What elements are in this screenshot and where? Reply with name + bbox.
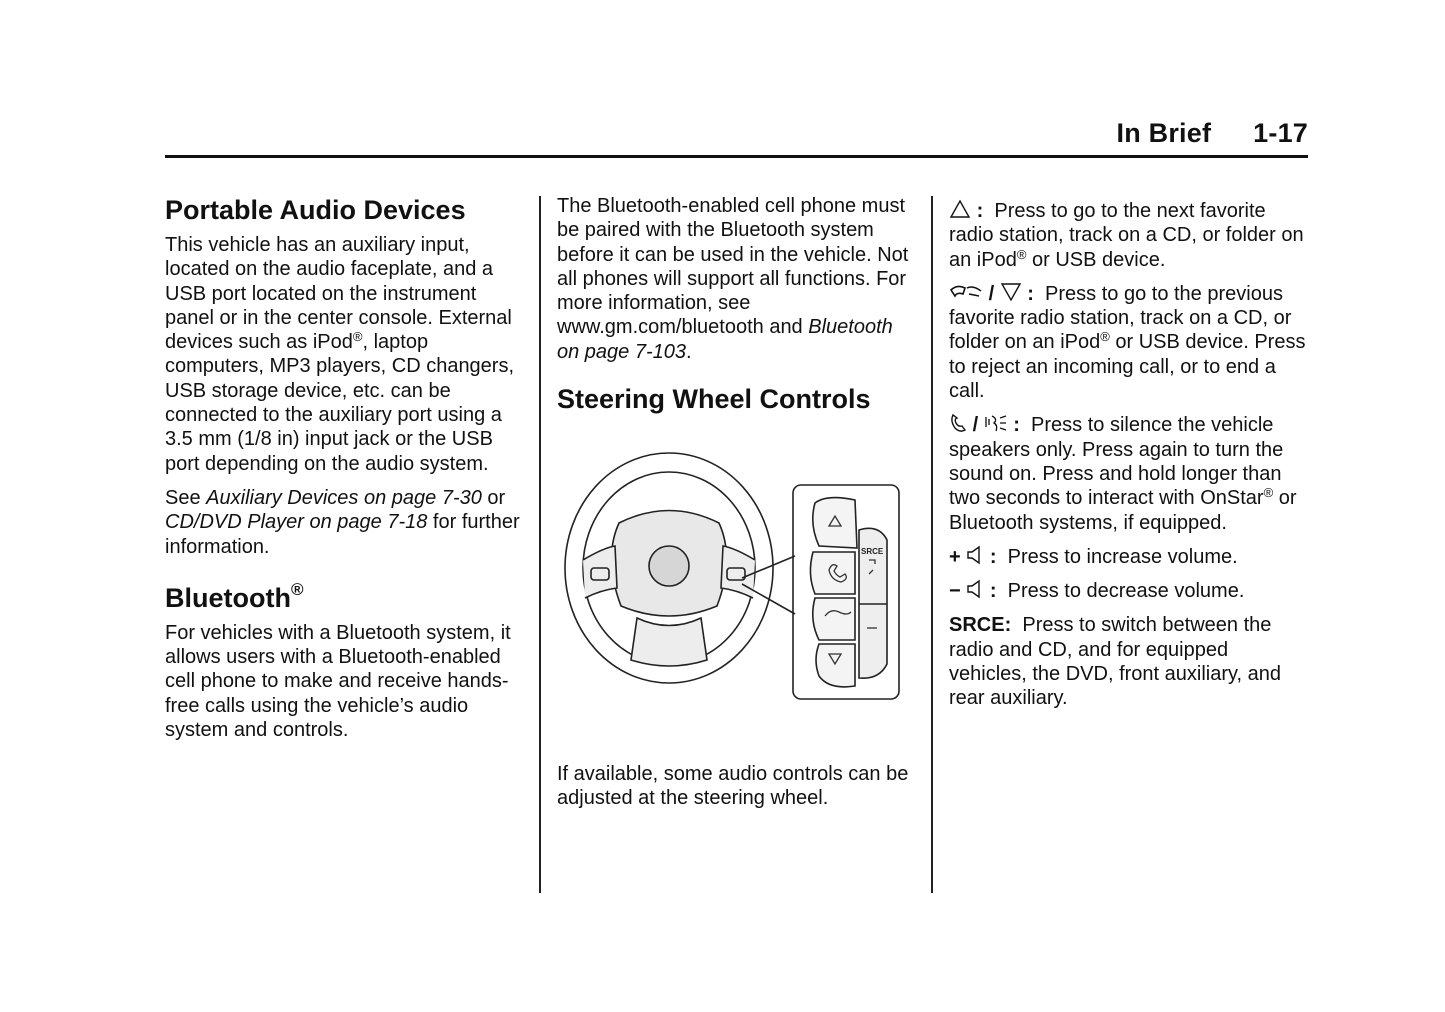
phone-mute-button-outline [810, 552, 855, 594]
end-call-icon [949, 282, 983, 302]
column-divider-1 [539, 196, 541, 893]
volume-down-item: − : Press to decrease volume. [949, 580, 1245, 603]
see-also-paragraph: See Auxiliary Devices on page 7-30 or CD/DVD Player on page 7-18 for further information. [165, 486, 520, 558]
page-header [908, 118, 1308, 149]
plus-sign: + [949, 545, 961, 568]
column-1 [165, 193, 530, 752]
voice-command-icon [984, 413, 1008, 433]
speaker-icon [966, 579, 984, 599]
next-favorite-item: : Press to go to the next favorite radio station, track on a CD, or folder on an iPod® or USB device. [949, 200, 1304, 271]
srce-item: SRCE: Press to switch between the radio and CD, and for equipped vehicles, the DVD, front auxiliary, and rear auxiliary. [949, 614, 1282, 710]
registered-mark: ® [1016, 246, 1027, 262]
srce-button-label: SRCE [861, 547, 884, 557]
steering-wheel-illustration [557, 428, 909, 728]
minus-sign: − [949, 580, 961, 603]
steering-wheel-heading: Steering Wheel Controls [557, 384, 871, 415]
wheel-center-emblem [649, 546, 689, 586]
portable-audio-heading: Portable Audio Devices [165, 195, 466, 225]
page-number: 1-17 [1253, 118, 1308, 148]
prev-button-outline [816, 644, 855, 687]
registered-mark: ® [290, 579, 304, 599]
left-spoke [583, 546, 617, 598]
header-rule [165, 155, 1308, 158]
triangle-up-icon [949, 199, 971, 219]
mute-item: / : Press to silence the vehicle speakers only. Press again to turn the sound on. Press and hold longer than two seconds to interact with OnStar® or Bluetooth systems, if equipped. [949, 414, 1297, 534]
section-title: In Brief [1116, 118, 1212, 148]
steering-caption: If available, some audio controls can be adjusted at the steering wheel. [557, 763, 909, 810]
triangle-down-icon [1000, 282, 1022, 302]
lower-spoke [631, 618, 707, 666]
column-3 [949, 199, 1311, 721]
registered-mark: ® [352, 329, 363, 345]
phone-icon [949, 413, 967, 433]
right-spoke [721, 546, 755, 598]
pairing-paragraph: The Bluetooth-enabled cell phone must be paired with the Bluetooth system before it can be used in the vehicle. Not all phones will support all functions. For more information, see www.gm.com/bluetooth and Bluetooth on page 7-103. [557, 195, 909, 363]
srce-label: SRCE: [949, 614, 1012, 637]
next-button-outline [813, 498, 857, 548]
registered-mark: ® [1263, 485, 1274, 501]
bluetooth-heading: Bluetooth® [165, 579, 304, 613]
portable-audio-paragraph: This vehicle has an auxiliary input, located on the audio faceplate, and a USB port located on the instrument panel or in the center console. External devices such as iPod®, laptop computers, MP3 players, CD changers, USB storage device, etc. can be connected to the auxiliary port using a 3.5 mm (1/8 in) input jack or the USB port depending on the audio system. [165, 234, 515, 475]
previous-favorite-item: / : Press to go to the previous favorite radio station, track on a CD, or folder on an iPod® or USB device. Press to reject an incoming call, or to end a call. [949, 282, 1306, 403]
column-2 [557, 194, 909, 821]
auxiliary-devices-link[interactable]: Auxiliary Devices on page 7-30 [206, 486, 482, 509]
end-call-button-outline [813, 598, 855, 640]
bluetooth-paragraph: For vehicles with a Bluetooth system, it allows users with a Bluetooth-enabled cell phone to make and receive hands-free calls using the vehicle’s audio system and controls. [165, 621, 511, 742]
bluetooth-page-link[interactable]: Bluetooth on page 7-103 [557, 316, 893, 363]
volume-up-item: + : Press to increase volume. [949, 545, 1238, 568]
speaker-icon [966, 545, 984, 565]
column-divider-2 [931, 196, 933, 893]
cd-dvd-player-link[interactable]: CD/DVD Player on page 7-18 [165, 511, 428, 534]
registered-mark: ® [1100, 329, 1110, 345]
